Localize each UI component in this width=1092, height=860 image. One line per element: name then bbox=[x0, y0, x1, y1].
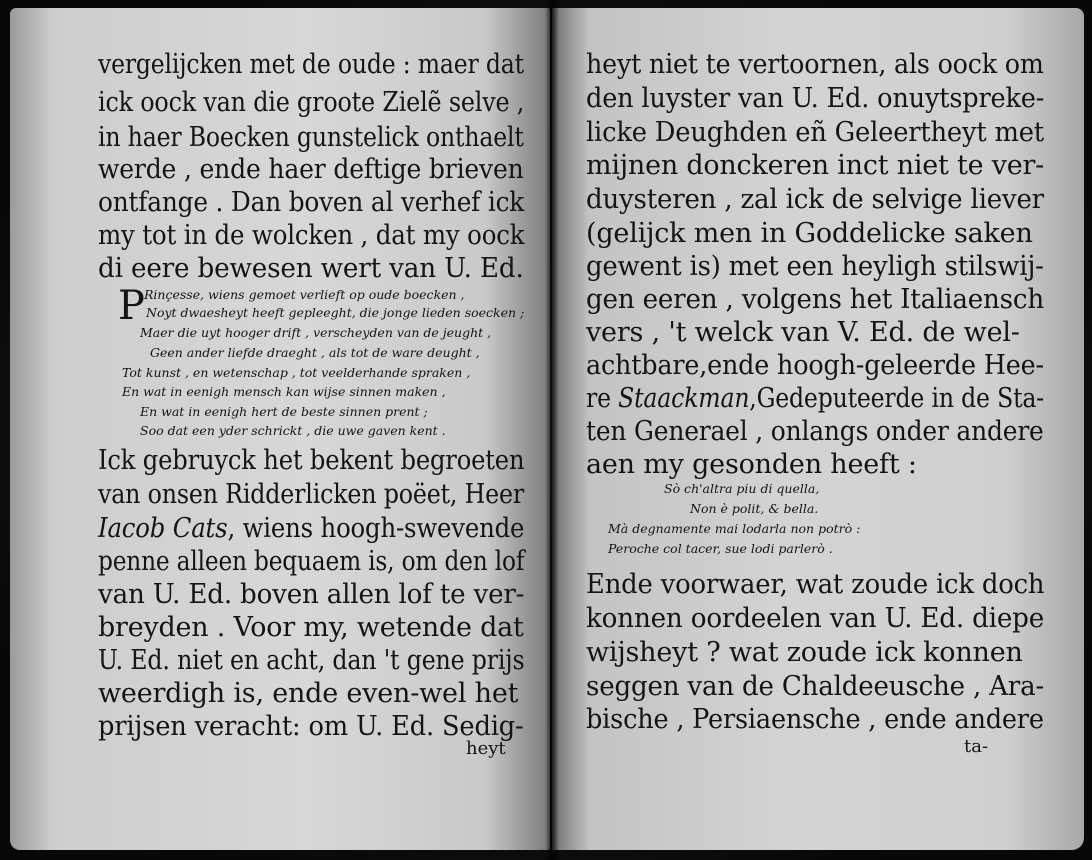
text-line: konnen oordeelen van U. Ed. diepe bbox=[586, 603, 1045, 634]
text-line: Ende voorwaer, wat zoude ick doch bbox=[586, 569, 1045, 600]
verse-line: Mà degnamente mai lodarla non potrò : bbox=[608, 521, 861, 536]
text-line: gen eeren , volgens het Italiaensch bbox=[586, 284, 1044, 315]
book-gutter bbox=[545, 0, 559, 860]
text-line: mijnen donckeren inct niet te ver- bbox=[586, 150, 1045, 181]
verse-line: Soo dat een yder schrickt , die uwe gaven kent . bbox=[140, 423, 446, 438]
text-line: aen my gesonden heeft : bbox=[586, 449, 917, 480]
drop-cap: P bbox=[118, 283, 145, 329]
verse-line: Geen ander liefde draeght , als tot de ware deught , bbox=[150, 345, 480, 360]
catchword: heyt bbox=[466, 738, 506, 759]
text-line: van onsen Ridderlicken poëet, Heer bbox=[98, 479, 525, 510]
verse-line: Tot kunst , en wetenschap , tot veelderhande spraken , bbox=[122, 365, 471, 380]
text-line: bische , Persiaensche , ende andere bbox=[586, 704, 1044, 735]
text-line: werde , ende haer deftige brieven bbox=[98, 154, 524, 185]
text-line: (gelijck men in Goddelicke saken bbox=[586, 218, 1033, 249]
verse-line: Non è polit, & bella. bbox=[690, 501, 819, 516]
text-line: duysteren , zal ick de selvige liever bbox=[586, 184, 1044, 215]
text-line: wijsheyt ? wat zoude ick konnen bbox=[586, 637, 1023, 668]
text-line: in haer Boecken gunstelick onthaelt bbox=[98, 122, 524, 153]
text-line: vers , 't welck van V. Ed. de wel- bbox=[586, 317, 1020, 348]
text-line: vergelijcken met de oude : maer dat bbox=[98, 49, 524, 80]
text-line: my tot in de wolcken , dat my oock bbox=[98, 220, 525, 251]
text-line: breyden . Voor my, wetende dat bbox=[98, 612, 524, 643]
text-line: ontfange . Dan boven al verhef ick bbox=[98, 187, 525, 218]
person-name: Staackman bbox=[618, 383, 750, 414]
left-page bbox=[10, 8, 550, 850]
text-line: licke Deughden eñ Geleertheyt met bbox=[586, 117, 1044, 148]
text-line: Ick gebruyck het bekent begroeten bbox=[98, 445, 525, 476]
text-line: achtbare,ende hoogh-geleerde Hee- bbox=[586, 350, 1044, 381]
text-line: ten Generael , onlangs onder andere bbox=[586, 416, 1044, 447]
text-line: heyt niet te vertoornen, als oock om bbox=[586, 49, 1044, 80]
text-line: re Staackman,Gedeputeerde in de Sta- bbox=[586, 383, 1045, 414]
text-line: Iacob Cats, wiens hoogh-swevende bbox=[98, 513, 525, 544]
text-line: di eere bewesen wert van U. Ed. bbox=[98, 253, 524, 284]
text-line: den luyster van U. Ed. onuytspreke- bbox=[586, 83, 1045, 114]
text-line: van U. Ed. boven allen lof te ver- bbox=[98, 579, 525, 610]
text-line: gewent is) met een heyligh stilswij- bbox=[586, 251, 1044, 282]
verse-line: Maer die uyt hooger drift , verscheyden van de jeught , bbox=[140, 325, 492, 340]
text-line: U. Ed. niet en acht, dan 't gene prijs bbox=[98, 645, 525, 676]
text-line: prijsen veracht: om U. Ed. Sedig- bbox=[98, 711, 524, 742]
right-page bbox=[552, 8, 1084, 850]
verse-line: En wat in eenigh mensch kan wijse sinnen maken , bbox=[122, 384, 446, 399]
text-line: ick oock van die groote Zielẽ selve , bbox=[98, 87, 525, 118]
verse-line: Peroche col tacer, sue lodi parlerò . bbox=[608, 541, 833, 556]
person-name: Iacob Cats bbox=[98, 513, 228, 544]
text-line: seggen van de Chaldeeusche , Ara- bbox=[586, 671, 1045, 702]
text-line: weerdigh is, ende even-wel het bbox=[98, 678, 519, 709]
catchword: ta- bbox=[964, 736, 989, 757]
verse-line: Noyt dwaesheyt heeft gepleeght, die jonge lieden soecken ; bbox=[146, 305, 525, 320]
text-line: penne alleen bequaem is, om den lof bbox=[98, 546, 525, 577]
verse-line: Rinçesse, wiens gemoet verlieft op oude boecken , bbox=[144, 287, 465, 302]
verse-line: En wat in eenigh hert de beste sinnen prent ; bbox=[140, 404, 428, 419]
verse-line: Sò ch'altra piu di quella, bbox=[664, 481, 820, 496]
